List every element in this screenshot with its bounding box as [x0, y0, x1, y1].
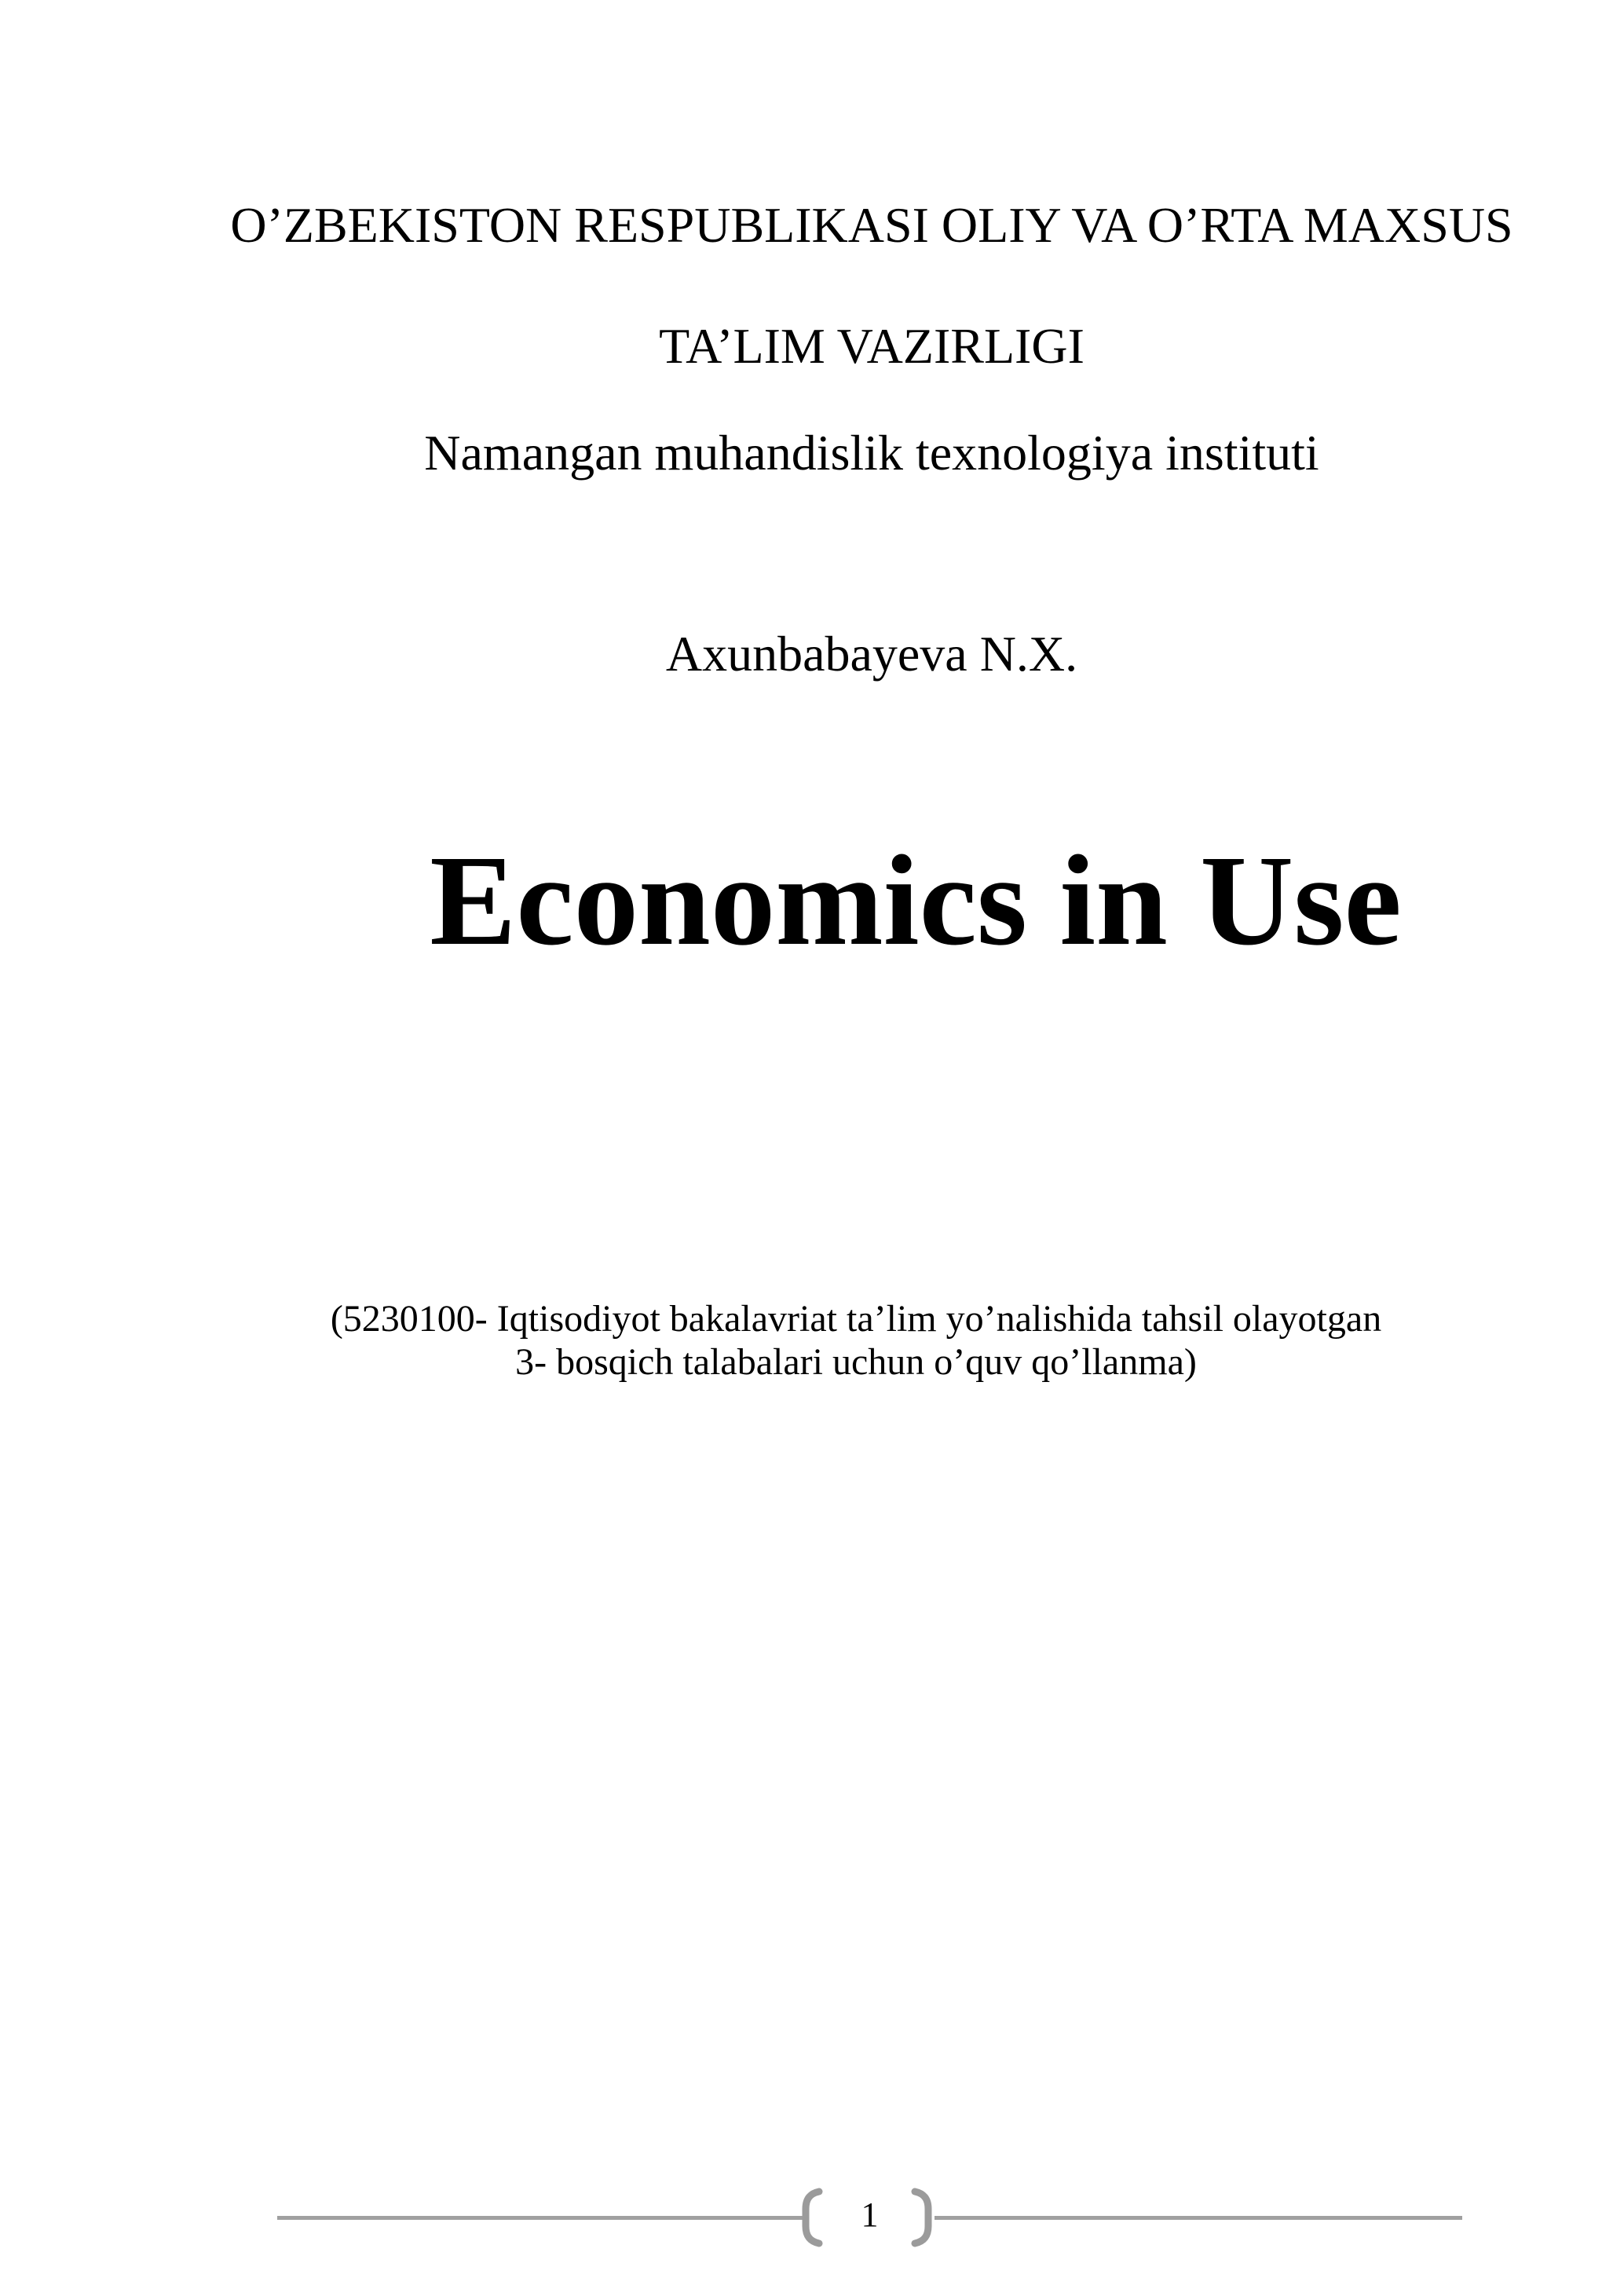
subtitle-line1: (5230100- Iqtisodiyot bakalavriat ta’lim yo’nalishida tahsil olayotgan — [330, 1298, 1382, 1340]
ministry-heading-line1: O’ZBEKISTON RESPUBLIKASI OLIY VA O’RTA MAXSUS — [230, 197, 1513, 253]
subtitle-block — [216, 1297, 1496, 1384]
subtitle-line2: 3- bosqich talabalari uchun o’quv qo’llanma) — [515, 1341, 1197, 1383]
author-name: Axunbabayeva N.X. — [665, 626, 1078, 682]
book-title: Economics in Use — [430, 828, 1402, 972]
footer-bracket-right-icon — [909, 2187, 936, 2248]
institute-name: Namangan muhandislik texnologiya instituti — [424, 425, 1319, 481]
footer-rule-left — [277, 2216, 803, 2220]
footer-rule-right — [935, 2216, 1462, 2220]
ministry-heading-line2: TA’LIM VAZIRLIGI — [659, 318, 1084, 374]
page-number: 1 — [861, 2195, 879, 2234]
